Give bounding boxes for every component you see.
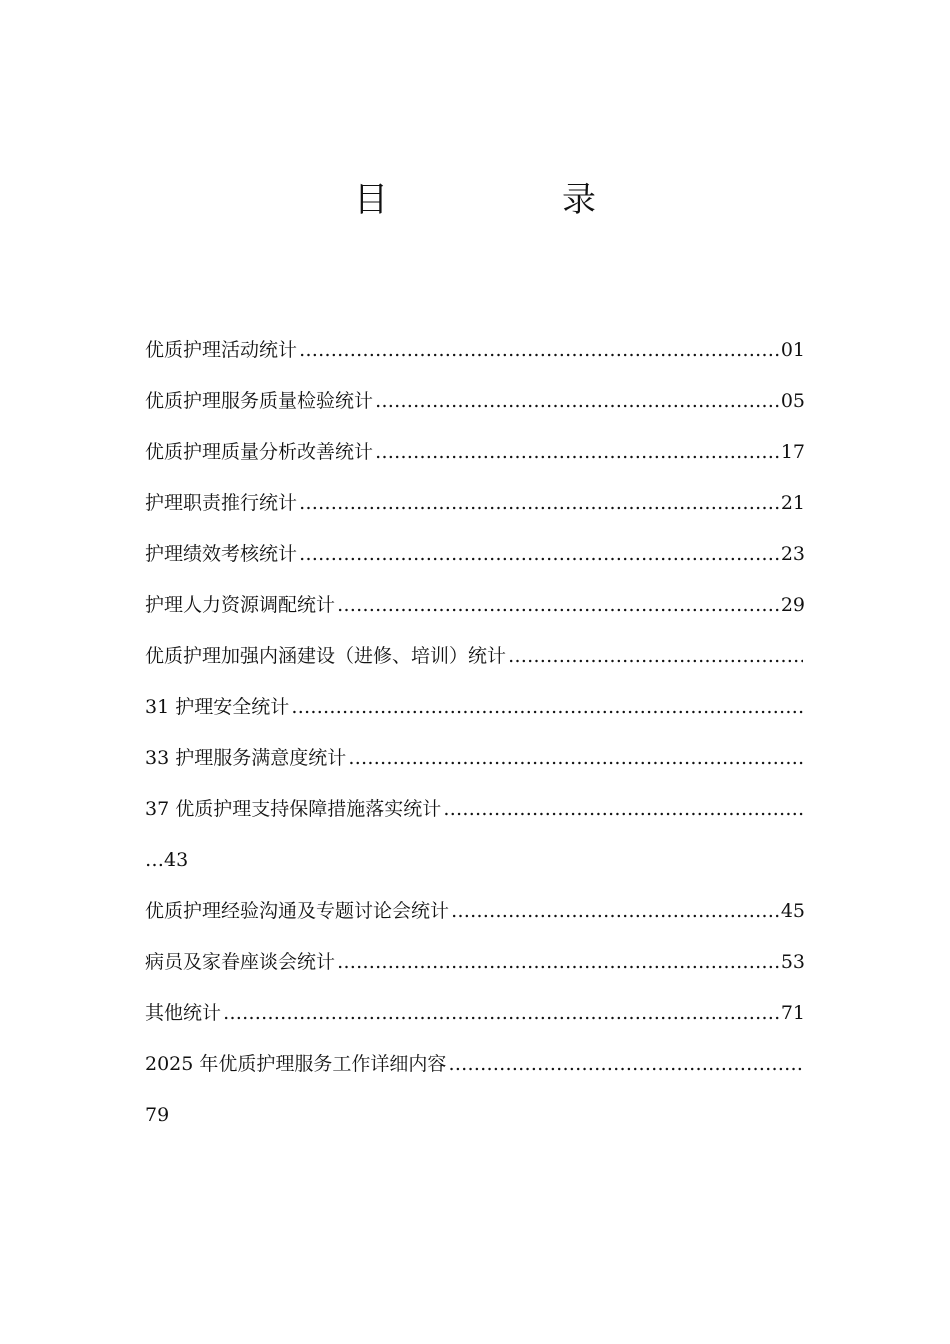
- toc-entry-label: 其他统计: [145, 1002, 222, 1024]
- toc-entry[interactable]: [145, 733, 805, 784]
- toc-entry-label: 2025 年优质护理服务工作详细内容: [145, 1053, 447, 1075]
- toc-entry-page: 45: [780, 900, 805, 922]
- toc-entry[interactable]: [145, 376, 805, 427]
- toc-entry-label: 31 护理安全统计: [145, 696, 290, 718]
- toc-entry[interactable]: [145, 1039, 805, 1090]
- toc-continuation[interactable]: [145, 835, 805, 886]
- toc-entry[interactable]: [145, 784, 805, 835]
- toc-entry-page: 21: [780, 492, 805, 514]
- toc-entry-label: 优质护理加强内涵建设（进修、培训）统计: [145, 645, 507, 667]
- toc-entry-page: 17: [780, 441, 805, 463]
- toc-entry[interactable]: [145, 427, 805, 478]
- toc-continuation-text: 79: [145, 1104, 170, 1126]
- toc-dot-leader: [337, 580, 779, 631]
- toc-dot-leader: [223, 988, 779, 1039]
- toc-entry-label: 护理人力资源调配统计: [145, 594, 336, 616]
- toc-entry-label: 优质护理服务质量检验统计: [145, 390, 374, 412]
- toc-entry[interactable]: [145, 988, 805, 1039]
- toc-entry-page: 29: [780, 594, 805, 616]
- toc-continuation-text: …43: [145, 849, 189, 871]
- toc-entry[interactable]: [145, 529, 805, 580]
- toc-entry[interactable]: [145, 580, 805, 631]
- toc-dot-leader: [348, 733, 803, 784]
- toc-entry[interactable]: [145, 886, 805, 937]
- toc-dot-leader: [448, 1039, 803, 1090]
- toc-entry[interactable]: [145, 937, 805, 988]
- toc-entry-page: 71: [780, 1002, 805, 1024]
- toc-dot-leader: [337, 937, 779, 988]
- toc-entry-label: 优质护理活动统计: [145, 339, 298, 361]
- toc-entry-label: 优质护理质量分析改善统计: [145, 441, 374, 463]
- toc-entry-label: 病员及家眷座谈会统计: [145, 951, 336, 973]
- toc-dot-leader: [299, 325, 779, 376]
- toc-entry-page: 05: [780, 390, 805, 412]
- toc-entry-page: 23: [780, 543, 805, 565]
- toc-entry[interactable]: [145, 682, 805, 733]
- toc-entry-label: 33 护理服务满意度统计: [145, 747, 347, 769]
- toc-dot-leader: [299, 478, 779, 529]
- toc-dot-leader: [299, 529, 779, 580]
- toc-dot-leader: [443, 784, 803, 835]
- toc-entry[interactable]: [145, 325, 805, 376]
- toc-continuation[interactable]: [145, 1090, 805, 1141]
- table-of-contents: [145, 325, 805, 1141]
- page-title: 目 录: [354, 180, 666, 220]
- toc-dot-leader: [291, 682, 803, 733]
- toc-dot-leader: [375, 376, 779, 427]
- toc-entry-label: 优质护理经验沟通及专题讨论会统计: [145, 900, 450, 922]
- toc-entry-label: 37 优质护理支持保障措施落实统计: [145, 798, 442, 820]
- toc-entry-page: 01: [780, 339, 805, 361]
- toc-entry-page: 53: [780, 951, 805, 973]
- toc-entry[interactable]: [145, 478, 805, 529]
- toc-dot-leader: [451, 886, 779, 937]
- toc-entry[interactable]: [145, 631, 805, 682]
- toc-dot-leader: [375, 427, 779, 478]
- toc-entry-label: 护理绩效考核统计: [145, 543, 298, 565]
- toc-dot-leader: [508, 631, 803, 682]
- toc-entry-label: 护理职责推行统计: [145, 492, 298, 514]
